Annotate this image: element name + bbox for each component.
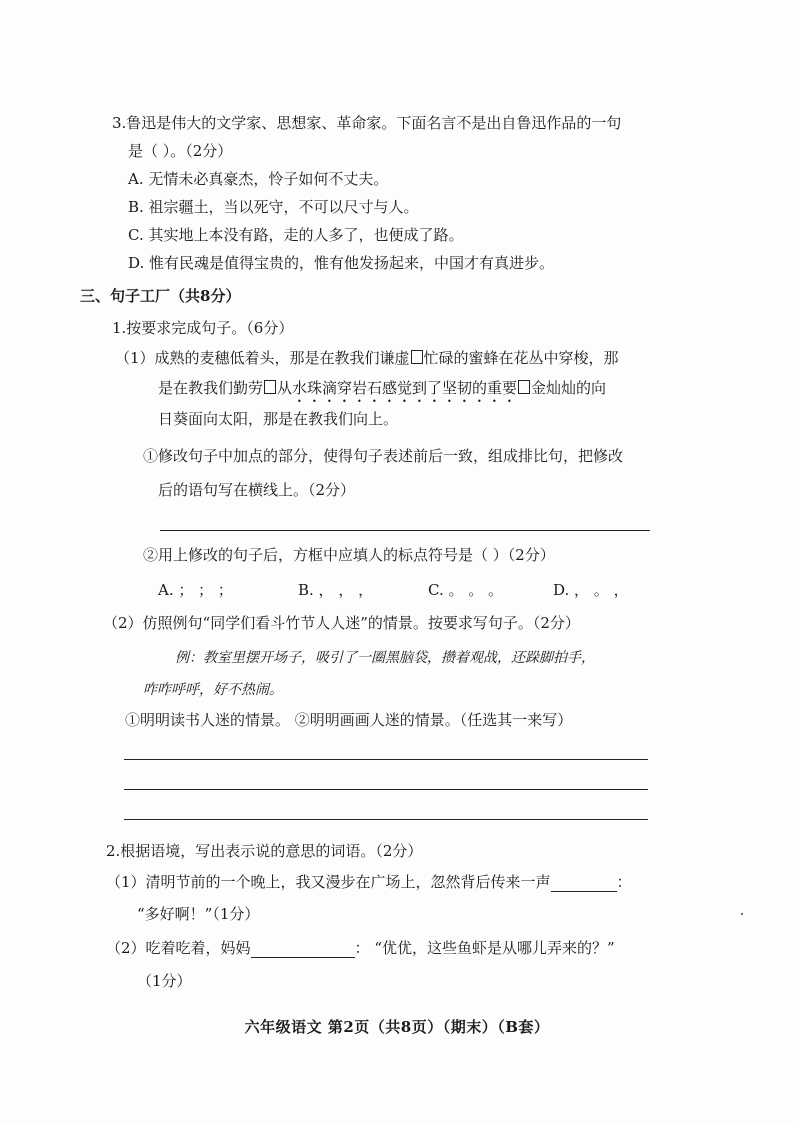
s1-line2 [158, 378, 606, 406]
sub1-line2: 后的语句写在横线上。（2分） [158, 481, 356, 499]
answer-line-4[interactable] [124, 819, 648, 820]
answer-line-2[interactable] [124, 759, 648, 760]
s1-line1-part-b: 忙碌的蜜蜂在花丛中穿梭，那 [423, 349, 619, 367]
q2-2-text-b: ： “优优，这些鱼虾是从哪儿弄来的？” [354, 939, 615, 957]
q2-1-colon: ： [616, 873, 632, 891]
sub2-option-c: C. 。 。 。 [428, 581, 504, 599]
q3-option-c: C. 其实地上本没有路，走的人多了，也便成了路。 [128, 226, 464, 244]
s2-example-line2: 咋咋呼呼，好不热闹。 [143, 682, 283, 698]
s1-line3: 日葵面向太阳，那是在教我们向上。 [158, 410, 399, 428]
q2-2-line2: （1分） [137, 972, 192, 990]
section-title: 三、句子工厂（共8分） [80, 287, 241, 305]
s2-title: （2）仿照例句“同学们看斗竹节人人迷”的情景。按要求写句子。（2分） [103, 614, 580, 632]
punct-box-3 [518, 380, 530, 394]
sub2-option-d: D. ， 。 ， [553, 581, 629, 599]
answer-line-1[interactable] [160, 530, 650, 531]
q1-title: 1.按要求完成句子。（6分） [112, 319, 294, 337]
s2-choices: ①明明读书人迷的情景。 ②明明画画人迷的情景。（任选其一来写） [125, 711, 573, 729]
s1-line1 [115, 348, 619, 368]
q3-option-b: B. 祖宗疆土，当以死守，不可以尺寸与人。 [128, 198, 419, 216]
s1-line2-part-b: 从 [277, 379, 293, 397]
s1-line1-part-a: （1）成熟的麦穗低着头，那是在教我们谦虚 [115, 349, 410, 367]
s1-line2-part-c: 金灿灿的向 [531, 379, 607, 397]
page-footer: 六年级语文 第2页（共8页）（期末）（B套） [244, 1018, 550, 1036]
sub2-question: ②用上修改的句子后，方框中应填人的标点符号是（ ）（2分） [143, 546, 555, 564]
s1-line2-part-a: 是在教我们勤劳 [158, 379, 264, 397]
punct-box-2 [264, 380, 276, 394]
sub2-option-a: A. ； ； ； [158, 581, 233, 599]
q2-2-text-a: （2）吃着吃着，妈妈 [106, 939, 251, 957]
q3-option-d: D. 惟有民魂是值得宝贵的，惟有他发扬起来，中国才有真进步。 [128, 254, 555, 272]
q2-2-blank[interactable] [251, 941, 355, 958]
sub1-line1: ①修改句子中加点的部分，使得句子表述前后一致，组成排比句，把修改 [143, 447, 624, 465]
punct-box-1 [411, 350, 423, 364]
q2-2-line1 [106, 938, 615, 958]
s2-example-line1: 例：教室里摆开场子，吸引了一圈黑脑袋，攒着观战，还跺脚拍手， [175, 650, 595, 666]
q2-1-line1 [106, 872, 632, 892]
q3-line2: 是（ ）。（2分） [128, 142, 233, 160]
answer-line-3[interactable] [124, 789, 648, 790]
q3-option-a: A. 无情未必真豪杰，怜子如何不丈夫。 [128, 170, 389, 188]
dotted-phrase: 水珠滴穿岩石感觉到了坚韧的重要 [292, 379, 518, 397]
q2-1-text: （1）清明节前的一个晚上，我又漫步在广场上，忽然背后传来一声 [106, 873, 551, 891]
q2-1-line2: “多好啊！”（1分） [137, 905, 260, 923]
q2-1-blank[interactable] [551, 875, 617, 892]
sub2-option-b: B. ， ， ， [298, 581, 374, 599]
scan-speck [741, 913, 743, 915]
q3-line1: 3.鲁迅是伟大的文学家、思想家、革命家。下面名言不是出自鲁迅作品的一句 [112, 114, 622, 132]
q2-title: 2.根据语境，写出表示说的意思的词语。（2分） [106, 842, 423, 860]
